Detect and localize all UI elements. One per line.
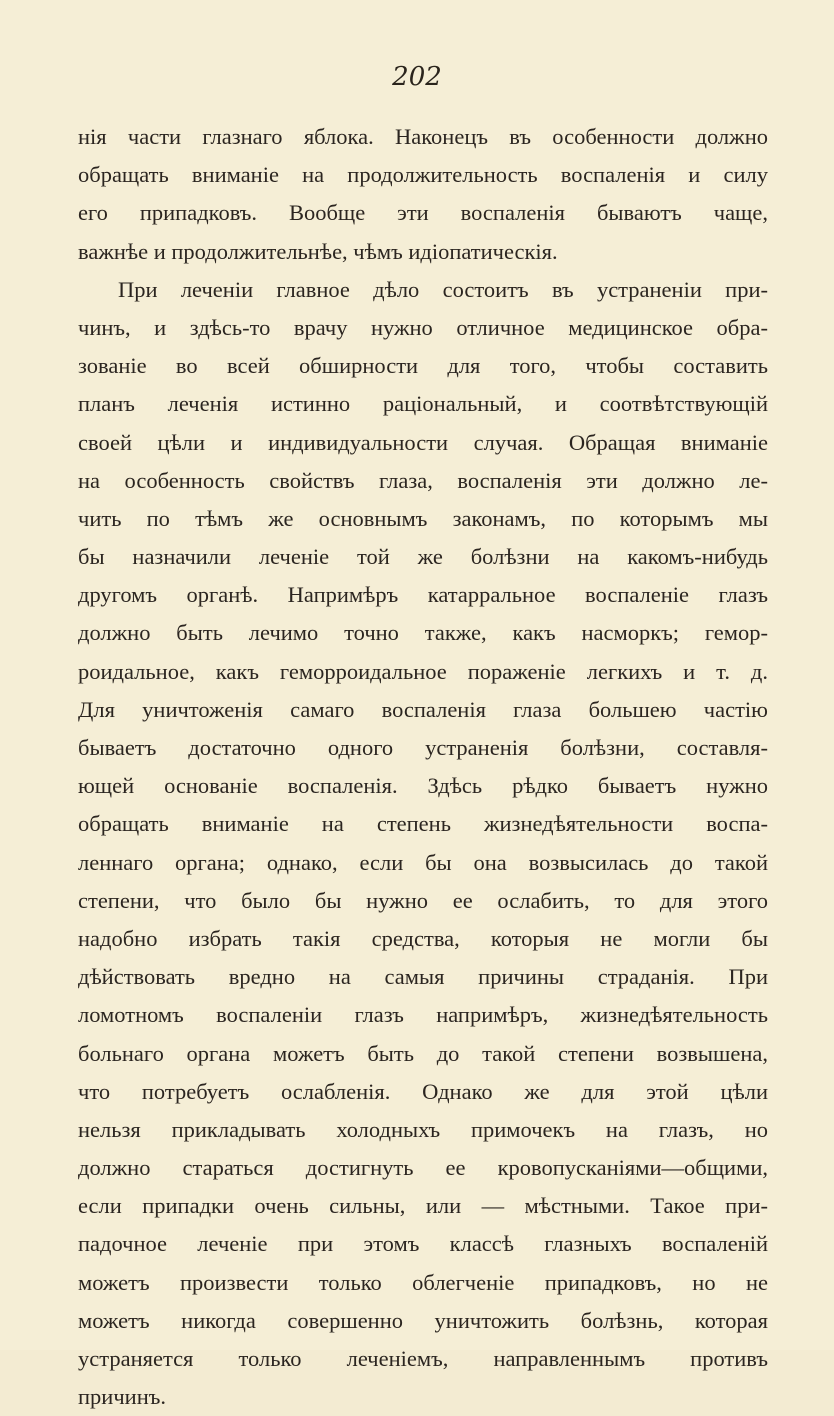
text-line: надобно избрать такія средства, которыя не могли бы: [78, 925, 768, 951]
text-line: планъ леченія истинно раціональный, и соотвѣтствующій: [78, 391, 768, 417]
text-line: своей цѣли и индивидуальности случая. Обращая вниманіе: [78, 429, 768, 455]
text-line: обращать вниманіе на продолжительность воспаленія и силу: [78, 162, 768, 188]
text-line: чинъ, и здѣсь-то врачу нужно отличное медицинское обра-: [78, 314, 768, 340]
paragraph-start-line: При леченіи главное дѣло состоитъ въ устраненіи при-: [118, 276, 768, 302]
text-line: должно стараться достигнуть ее кровопусканіями—общими,: [78, 1155, 768, 1181]
text-line: ломотномъ воспаленіи глазъ напримѣръ, жизнедѣятельность: [78, 1002, 768, 1028]
text-line: дѣйствовать вредно на самыя причины страданія. При: [78, 964, 768, 990]
text-line: что потребуетъ ослабленія. Однако же для этой цѣли: [78, 1078, 768, 1104]
text-line: бы назначили леченіе той же болѣзни на какомъ-нибудь: [78, 544, 768, 570]
text-line: другомъ органѣ. Напримѣръ катарральное воспаленіе глазъ: [78, 582, 768, 608]
text-line: устраняется только леченіемъ, направленнымъ противъ: [78, 1346, 768, 1371]
text-line: нельзя прикладывать холодныхъ примочекъ на глазъ, но: [78, 1116, 768, 1142]
text-line: чить по тѣмъ же основнымъ законамъ, по которымъ мы: [78, 505, 768, 531]
text-line: обращать вниманіе на степень жизнедѣятельности воспа-: [78, 811, 768, 837]
text-line: его припадковъ. Вообще эти воспаленія бываютъ чаще,: [78, 200, 768, 226]
text-line: на особенность свойствъ глаза, воспаленія эти должно ле-: [78, 467, 768, 493]
text-line: причинъ.: [78, 1384, 166, 1410]
text-line: если припадки очень сильны, или — мѣстными. Такое при-: [78, 1193, 768, 1219]
text-line: можетъ никогда совершенно уничтожить болѣзнь, которая: [78, 1307, 768, 1333]
text-line: роидальное, какъ геморроидальное пораженіе легкихъ и т. д.: [78, 658, 768, 684]
text-line: нія части глазнаго яблока. Наконецъ въ особенности должно: [78, 124, 768, 149]
text-line: ющей основаніе воспаленія. Здѣсь рѣдко бываетъ нужно: [78, 773, 768, 799]
text-line: можетъ произвести только облегченіе припадковъ, но не: [78, 1269, 768, 1295]
text-line: падочное леченіе при этомъ классѣ глазныхъ воспаленій: [78, 1231, 768, 1257]
text-line: важнѣе и продолжительнѣе, чѣмъ идіопатическія.: [78, 238, 558, 264]
text-line: должно быть лечимо точно также, какъ насморкъ; гемор-: [78, 620, 768, 646]
text-line: больнаго органа можетъ быть до такой степени возвышена,: [78, 1040, 768, 1066]
text-line: леннаго органа; однако, если бы она возвысилась до такой: [78, 849, 768, 875]
text-line: степени, что было бы нужно ее ослабить, то для этого: [78, 887, 768, 913]
text-line: зованіе во всей обширности для того, чтобы составить: [78, 353, 768, 379]
text-line: бываетъ достаточно одного устраненія болѣзни, составля-: [78, 735, 768, 760]
page-number: 202: [392, 62, 442, 92]
text-line: Для уничтоженія самаго воспаленія глаза большею частію: [78, 696, 768, 722]
body-text: [78, 118, 768, 1416]
